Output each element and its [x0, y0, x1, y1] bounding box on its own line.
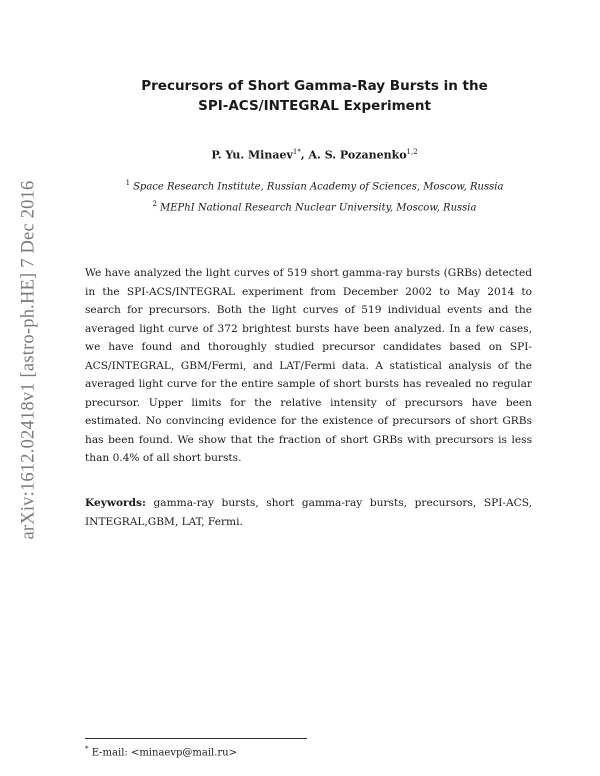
abstract-line: curve of 372 brightest bursts have been analyzed. In a few cases, we have found and — [85, 322, 532, 354]
affiliation-text: MEPhI National Research Nuclear University, Moscow, Russia — [160, 202, 477, 214]
footnote-email: E-mail: <minaevp@mail.ru> — [91, 747, 237, 759]
author-name: A. S. Pozanenko — [308, 148, 407, 162]
abstract-line: in the SPI-ACS/INTEGRAL experiment from December 2002 to May 2014 to search — [85, 285, 532, 317]
author-list — [85, 148, 544, 162]
footnote-rule — [85, 738, 307, 739]
affiliation-1 — [85, 179, 544, 192]
abstract-line: precursors of short GRBs has been found. We show that the fraction of short GRBs with — [85, 415, 532, 446]
keywords-text: INTEGRAL,GBM, LAT, Fermi. — [85, 515, 243, 528]
footnote — [85, 745, 237, 758]
footnote-mark: * — [85, 745, 89, 753]
author-separator: , — [300, 148, 309, 162]
affiliation-text: Space Research Institute, Russian Academy of Sciences, Moscow, Russia — [133, 181, 504, 193]
abstract-line: for precursors. Both the light curves of 519 individual events and the averaged light — [85, 304, 532, 335]
abstract — [85, 264, 532, 468]
affiliation-2 — [85, 200, 544, 213]
affiliation-mark: 2 — [152, 200, 158, 208]
title-line-1: Precursors of Short Gamma-Ray Bursts in the — [141, 78, 488, 94]
abstract-line: sample of short bursts has revealed no regular precursor. Upper limits for the relative — [85, 378, 532, 409]
author-affil-mark: 1,2 — [406, 148, 418, 156]
abstract-line: and LAT/Fermi data. A statistical analysis of the averaged light curve for the entire — [85, 359, 533, 391]
abstract-line: thoroughly studied precursor candidates based on SPI-ACS/INTEGRAL, GBM/Fermi, — [85, 341, 533, 372]
abstract-line: intensity of precursors have been estimated. No convincing evidence for the existence of — [85, 396, 533, 428]
author-name: P. Yu. Minaev — [211, 148, 293, 162]
abstract-paragraph — [85, 264, 532, 468]
affiliation-mark: 1 — [125, 179, 131, 187]
abstract-line: precursors is less than 0.4% of all short bursts. — [85, 433, 533, 465]
keywords-text: gamma-ray bursts, short gamma-ray bursts, precursors, SPI-ACS, — [153, 497, 532, 509]
keywords — [85, 494, 532, 531]
title-line-2: SPI-ACS/INTEGRAL Experiment — [198, 98, 431, 114]
arxiv-identifier — [14, 170, 44, 550]
arxiv-identifier-text: arXiv:1612.02418v1 [astro-ph.HE] 7 Dec 2016 — [18, 180, 39, 540]
keywords-label: Keywords: — [85, 497, 146, 509]
author-affil-mark: 1* — [292, 148, 301, 156]
abstract-line: We have analyzed the light curves of 519 short gamma-ray bursts (GRBs) detected — [85, 267, 532, 279]
paper-title — [85, 76, 544, 116]
